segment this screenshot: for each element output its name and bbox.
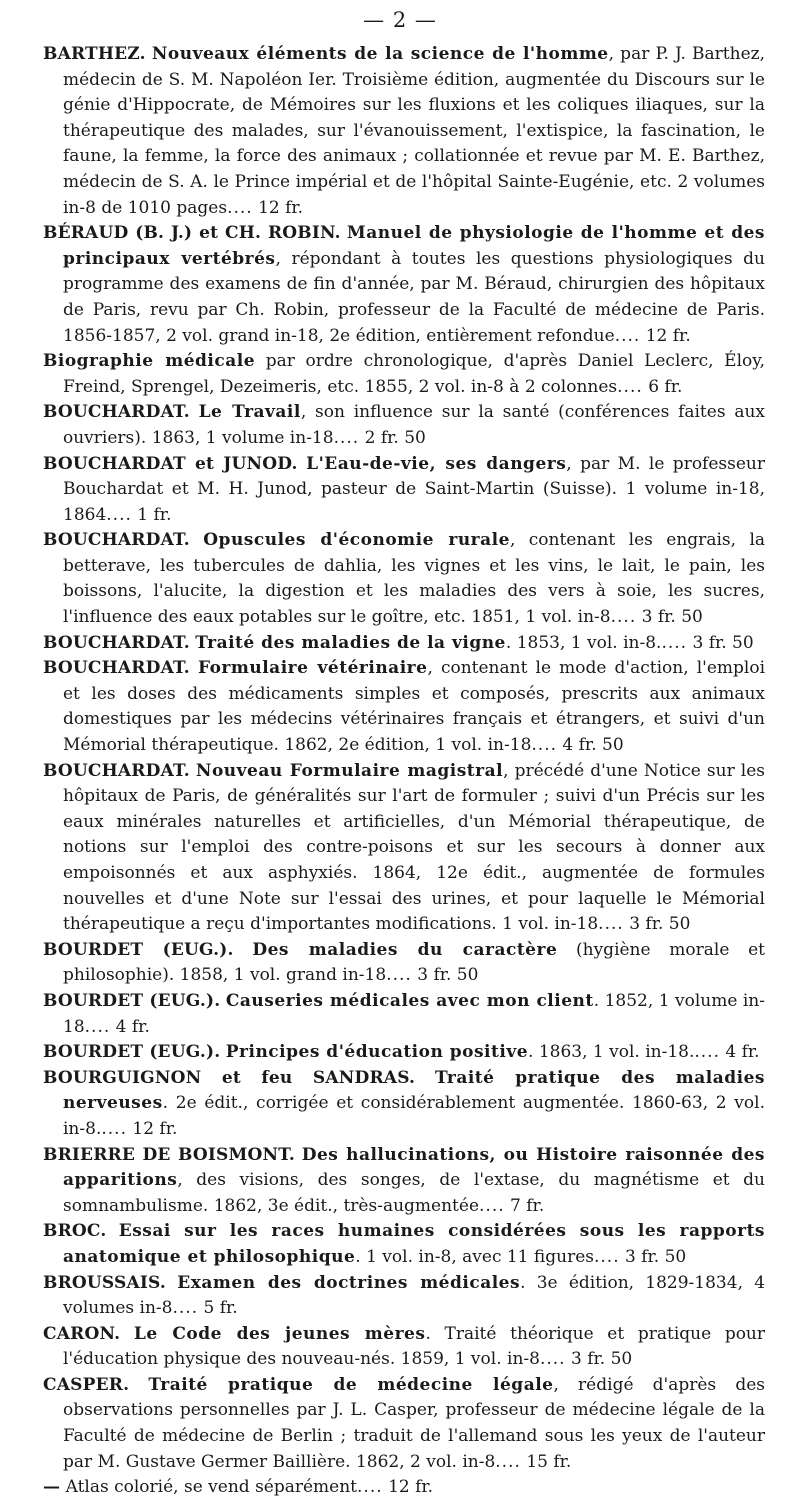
entry-author: — xyxy=(43,1477,61,1498)
entry-price: 3 fr. 50 xyxy=(417,965,479,986)
dot-leader: .... xyxy=(694,1042,720,1063)
dot-leader: .... xyxy=(539,1349,566,1370)
entry-title: Examen des doctrines médicales xyxy=(177,1272,521,1293)
dot-leader: .... xyxy=(227,197,253,218)
entry-author: BOUCHARDAT. xyxy=(43,402,190,423)
catalog-entry xyxy=(43,1066,765,1143)
entry-title: Causeries médicales avec mon client xyxy=(225,990,594,1011)
catalog-list xyxy=(43,42,765,1501)
entry-details: , répondant à toutes les questions physiologiques du programme des examens de fin d'année, par M. Béraud, chirurgien des hôpitaux de Paris, revu par Ch. Robin, professeur de la Faculté de médecine de Paris. 1856-1857, 2 vol. grand in-18, 2e édition, entièrement refondue xyxy=(63,248,765,346)
entry-price: 1 fr. xyxy=(137,504,172,525)
entry-details: par ordre chronologique, d'après Daniel Leclerc, Éloy, Freind, Sprengel, Dezeimeris, etc. 1855, 2 vol. in-8 à 2 colonnes xyxy=(63,351,765,397)
catalog-entry xyxy=(43,221,765,349)
catalog-entry xyxy=(43,759,765,938)
entry-author: BOURDET (EUG.). xyxy=(43,990,221,1011)
entry-title: Nouveau Formulaire magistral xyxy=(195,760,504,781)
entry-author: BOUCHARDAT. xyxy=(43,632,190,653)
entry-price: 3 fr. 50 xyxy=(692,632,754,653)
entry-title: Biographie médicale xyxy=(43,351,256,372)
dot-leader: .... xyxy=(617,376,643,397)
entry-price: 12 fr. xyxy=(388,1477,434,1498)
dot-leader: .... xyxy=(531,735,558,756)
catalog-entry xyxy=(43,42,765,221)
entry-details: . 1 vol. in-8, avec 11 figures xyxy=(355,1246,594,1267)
entry-title: Principes d'éducation positive xyxy=(225,1042,529,1063)
entry-author: BOURDET (EUG.). xyxy=(43,939,234,960)
entry-details: . 3e édition, 1829-1834, 4 volumes in-8 xyxy=(63,1272,766,1319)
dot-leader: .... xyxy=(172,1298,199,1319)
entry-price: 3 fr. 50 xyxy=(629,914,691,935)
entry-title: Des maladies du caractère xyxy=(252,939,558,960)
entry-price: 12 fr. xyxy=(132,1118,178,1139)
entry-title: Traité pratique de médecine légale xyxy=(148,1374,554,1395)
entry-details: , rédigé d'après des observations personnelles par J. L. Casper, professeur de médecine légale de la Faculté de médecine de Berlin ; traduit de l'allemand sous les yeux de l'auteur par M. Gustave Germer Baillière. 1862, 2 vol. in-8 xyxy=(63,1374,765,1472)
entry-price: 7 fr. xyxy=(510,1195,545,1216)
entry-price: 4 fr. 50 xyxy=(562,735,624,756)
entry-details: (hygiène morale et philosophie). 1858, 1 vol. grand in-18 xyxy=(63,939,766,986)
entry-price: 12 fr. xyxy=(645,325,691,346)
entry-title: Essai sur les races humaines considérées sous les rapports anatomique et philosophique xyxy=(63,1221,765,1267)
dot-leader: .... xyxy=(386,965,412,986)
entry-author: BOUCHARDAT. xyxy=(43,658,190,679)
catalog-entry xyxy=(43,1143,765,1220)
dot-leader: .... xyxy=(598,914,624,935)
entry-author: BROUSSAIS. xyxy=(43,1272,167,1293)
entry-title: L'Eau-de-vie, ses dangers xyxy=(306,453,567,474)
entry-details: , des visions, des songes, de l'extase, du magnétisme et du somnambulisme. 1862, 3e édit., très-augmentée xyxy=(63,1170,765,1216)
dot-leader: .... xyxy=(479,1195,505,1216)
catalog-entry xyxy=(43,631,765,657)
entry-author: BRIERRE DE BOISMONT. xyxy=(43,1144,296,1165)
entry-price: 4 fr. xyxy=(115,1016,150,1037)
entry-details: . 1852, 1 volume in-18 xyxy=(63,990,766,1037)
entry-author: BOUCHARDAT et JUNOD. xyxy=(43,453,298,474)
dot-leader: .... xyxy=(610,607,637,628)
entry-title: Nouveaux éléments de la science de l'homme xyxy=(151,44,609,64)
entry-price: 3 fr. 50 xyxy=(571,1349,633,1370)
catalog-entry xyxy=(43,1040,765,1066)
entry-author: CASPER. xyxy=(43,1374,130,1395)
entry-author: BOURGUIGNON et feu SANDRAS. xyxy=(43,1067,416,1088)
catalog-entry xyxy=(43,938,765,989)
entry-title: Traité des maladies de la vigne xyxy=(195,632,506,653)
entry-details: , précédé d'une Notice sur les hôpitaux de Paris, de généralités sur l'art de formuler ; suivi d'un Précis sur les eaux minérales naturelles et artificielles, d'un Mémorial thérapeutique, de notions sur l'emploi des contre-poisons et sur les secours à donner aux empoisonnés et aux asphyxiés. 1864, 12e édit., augmentée de formules nouvelles et d'une Note sur l'essai des urines, et pour laquelle le Mémorial thérapeutique a reçu d'importantes modifications. 1 vol. in-18 xyxy=(63,760,765,935)
dot-leader: .... xyxy=(495,1451,521,1472)
dot-leader: .... xyxy=(357,1477,383,1498)
entry-details: . 2e édit., corrigée et considérablement augmentée. 1860-63, 2 vol. in-8. xyxy=(63,1093,765,1139)
entry-price: 3 fr. 50 xyxy=(641,607,703,628)
entry-title: Traité pratique des maladies nerveuses xyxy=(63,1067,765,1114)
catalog-entry xyxy=(43,452,765,529)
entry-author: BOURDET (EUG.). xyxy=(43,1042,221,1063)
dot-leader: .... xyxy=(101,1118,127,1139)
entry-author: BROC. xyxy=(43,1221,107,1242)
catalog-entry xyxy=(43,656,765,758)
entry-details: , par P. J. Barthez, médecin de S. M. Napoléon Ier. Troisième édition, augmentée du Discours sur le génie d'Hippocrate, de Mémoires sur les fluxions et les coliques iliaques, sur la thérapeutique des malades, sur l'évanouissement, l'extispice, la fascination, le faune, la femme, la force des animaux ; collationnée et revue par M. E. Barthez, médecin de S. A. le Prince impérial et de l'hôpital Sainte-Eugénie, etc. 2 volumes in-8 de 1010 pages xyxy=(63,44,765,218)
catalog-entry xyxy=(43,349,765,400)
catalog-entry xyxy=(43,1219,765,1270)
entry-price: 2 fr. 50 xyxy=(364,427,426,448)
entry-author: BÉRAUD (B. J.) et CH. ROBIN. xyxy=(43,223,341,244)
entry-title: Le Code des jeunes mères xyxy=(133,1323,426,1344)
dot-leader: .... xyxy=(84,1016,111,1037)
entry-details: , son influence sur la santé (conférences faites aux ouvriers). 1863, 1 volume in-18 xyxy=(63,402,765,448)
entry-price: 5 fr. xyxy=(203,1298,238,1319)
entry-author: CARON. xyxy=(43,1323,121,1344)
entry-title: Manuel de physiologie de l'homme et des principaux vertébrés xyxy=(63,223,765,269)
catalog-entry xyxy=(43,989,765,1040)
entry-price: 6 fr. xyxy=(648,376,683,397)
entry-author: BARTHEZ. xyxy=(43,44,146,64)
entry-details: , contenant les engrais, la betterave, les tubercules de dahlia, les vignes et les vins, le lait, le pain, les boissons, l'alucite, la digestion et les maladies des vers à soie, les sucres, l'influence des eaux potables sur le goître, etc. 1851, 1 vol. in-8 xyxy=(63,530,766,628)
dot-leader: .... xyxy=(333,427,360,448)
dot-leader: .... xyxy=(594,1246,620,1267)
catalog-entry xyxy=(43,1475,765,1501)
entry-price: 12 fr. xyxy=(258,197,304,218)
catalog-entry xyxy=(43,400,765,451)
entry-details: Atlas colorié, se vend séparément xyxy=(65,1477,358,1498)
dot-leader: .... xyxy=(661,632,688,653)
page-number: — 2 — xyxy=(363,8,437,32)
entry-author: BOUCHARDAT. xyxy=(43,530,190,551)
entry-title: Opuscules d'économie rurale xyxy=(203,530,510,551)
entry-price: 4 fr. xyxy=(725,1042,760,1063)
entry-details: . 1863, 1 vol. in-18. xyxy=(528,1042,695,1063)
entry-details: . 1853, 1 vol. in-8. xyxy=(505,632,662,653)
dot-leader: .... xyxy=(106,504,132,525)
entry-price: 15 fr. xyxy=(526,1451,572,1472)
dot-leader: .... xyxy=(614,325,641,346)
catalog-entry xyxy=(43,528,765,630)
catalog-entry xyxy=(43,1322,765,1373)
catalog-entry xyxy=(43,1271,765,1322)
catalog-entry xyxy=(43,1373,765,1475)
entry-title: Des hallucinations, ou Histoire raisonnée des apparitions xyxy=(63,1144,766,1191)
entry-title: Formulaire vétérinaire xyxy=(197,658,428,679)
entry-details: . Traité théorique et pratique pour l'éducation physique des nouveau-nés. 1859, 1 vol. in-8 xyxy=(63,1323,766,1370)
entry-details: , contenant le mode d'action, l'emploi et les doses des médicaments simples et composés, prescrits aux animaux domestiques par les médecins vétérinaires français et étrangers, et suivi d'un Mémorial thérapeutique. 1862, 2e édition, 1 vol. in-18 xyxy=(63,658,766,756)
entry-price: 3 fr. 50 xyxy=(625,1246,687,1267)
entry-details: , par M. le professeur Bouchardat et M. H. Junod, pasteur de Saint-Martin (Suisse). 1 volume in-18, 1864 xyxy=(63,453,765,525)
entry-author: BOUCHARDAT. xyxy=(43,760,190,781)
entry-title: Le Travail xyxy=(198,402,301,423)
